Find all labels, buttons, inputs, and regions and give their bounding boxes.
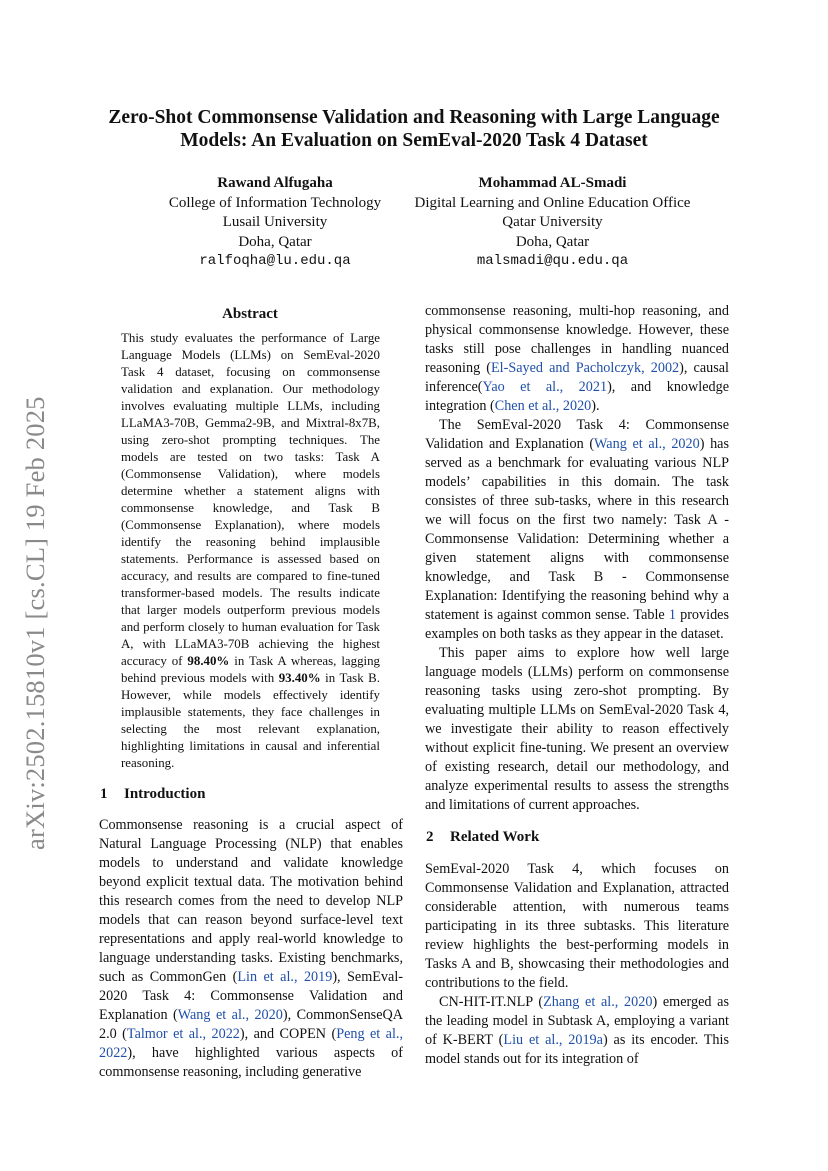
paper-title [90,106,738,152]
author-location: Doha, Qatar [238,233,312,250]
citation-link[interactable]: Wang et al., 2020 [594,436,700,452]
author-location: Doha, Qatar [515,233,590,250]
intro-paragraph-2: The SemEval-2020 Task 4: Commonsense Validation and Explanation (Wang et al., 2020) has served as a benchmark for evaluating various NLP models’ capabilities in this domain. The task consistes of three sub-tasks, where in this research we will focus on the first two namely: Task A - Commonsense Validation: Determining whether a given statement aligns with commonsense knowledge, and Task B - Commonsense Explanation: Identifying the reasoning behind why a statement is against common sense. Table 1 provides examples on both tasks as they appear in the dataset. [425,417,729,642]
citation-link[interactable]: Wang et al., 2020 [177,1007,283,1023]
author-block-1 [150,174,400,272]
author-block-2 [395,174,710,272]
author-email[interactable]: ralfoqha@lu.edu.qa [199,253,351,270]
citation-link[interactable]: Lin et al., 2019 [237,969,333,985]
citation-link[interactable]: Peng et al., 2022 [99,1026,403,1061]
title-line-1: Zero-Shot Commonsense Validation and Reasoning with Large Language [108,107,720,128]
abstract-heading: Abstract [222,306,278,322]
author-affiliation: Digital Learning and Online Education Office [414,194,691,211]
intro-paragraph-1-continued: commonsense reasoning, multi-hop reasoning, and physical commonsense knowledge. However, these tasks still pose challenges in handling nuanced reasoning (El-Sayed and Pacholczyk, 2002), causal inference(Yao et al., 2021), and knowledge integration (Chen et al., 2020). [425,303,729,414]
intro-paragraph-1: Commonsense reasoning is a crucial aspect of Natural Language Processing (NLP) that enables models to understand and validate knowledge beyond explicit textual data. The motivation behind this research comes from the need to develop NLP models that can reason beyond surface-level text representations and apply real-world knowledge to language understanding tasks. Existing benchmarks, such as CommonGen (Lin et al., 2019), SemEval-2020 Task 4: Commonsense Validation and Explanation (Wang et al., 2020), CommonSenseQA 2.0 (Talmor et al., 2022), and COPEN (Peng et al., 2022), have highlighted various aspects of commonsense reasoning, including generative [99,817,403,1080]
citation-link[interactable]: Yao et al., 2021 [482,379,608,395]
introduction-column-right [425,302,729,815]
title-line-2: Models: An Evaluation on SemEval-2020 Task 4 Dataset [180,130,648,151]
citation-link[interactable]: Talmor et al., 2022 [126,1026,240,1042]
accuracy-task-a: 98.40% [187,654,230,668]
author-name: Mohammad AL-Smadi [478,175,627,191]
related-paragraph-2: CN-HIT-IT.NLP (Zhang et al., 2020) emerged as the leading model in Subtask A, employing a variant of K-BERT (Liu et al., 2019a) as its encoder. This model stands out for its integration of [425,994,729,1067]
citation-link[interactable]: Zhang et al., 2020 [543,994,653,1010]
related-work-body [425,860,729,1069]
author-affiliation: College of Information Technology [168,194,382,211]
citation-link[interactable]: Chen et al., 2020 [494,398,592,414]
table-reference-link[interactable]: 1 [668,607,676,623]
section-heading-related-work: 2 Related Work [426,829,540,845]
intro-paragraph-3: This paper aims to explore how well large language models (LLMs) perform on commonsense reasoning tasks using zero-shot prompting. By evaluating multiple LLMs on SemEval-2020 Task 4, we investigate their ability to reason effectively without explicit fine-tuning. We present an overview of existing research, detail our methodology, and analyze experimental results to assess the strengths and limitations of current approaches. [425,645,729,813]
citation-link[interactable]: Liu et al., 2019a [503,1032,603,1048]
section-heading-introduction: 1 Introduction [100,786,206,802]
citation-link[interactable]: El-Sayed and Pacholczyk, 2002 [491,360,680,376]
accuracy-task-b: 93.40% [278,671,321,685]
abstract-body: This study evaluates the performance of Large Language Models (LLMs) on SemEval-2020 Task 4 dataset, focusing on commonsense validation and explanation. Our methodology involves evaluating multiple LLMs, including LLaMA3-70B, Gemma2-9B, and Mixtral-8x7B, using zero-shot prompting techniques. The models are tested on two tasks: Task A (Commonsense Validation), where models determine whether a statement aligns with commonsense knowledge, and Task B (Commonsense Explanation), where models identify the reasoning behind implausible statements. Performance is assessed based on accuracy, and results are compared to fine-tuned transformer-based models. The results indicate that larger models outperform previous models and perform closely to human evaluation for Task A, with LLaMA3-70B achieving the highest accuracy of 98.40% in Task A whereas, lagging behind previous models with 93.40% in Task B. However, while models effectively identify implausible statements, they face challenges in selecting the most relevant explanation, highlighting limitations in causal and inferential reasoning. [121,331,380,770]
arxiv-identifier[interactable]: arXiv:2502.15810v1 [cs.CL] 19 Feb 2025 [20,396,50,850]
author-name: Rawand Alfugaha [217,175,333,191]
author-email[interactable]: malsmadi@qu.edu.qa [476,253,629,270]
introduction-column-left [99,816,403,1082]
author-institution: Qatar University [502,214,603,231]
related-paragraph-1: SemEval-2020 Task 4, which focuses on Commonsense Validation and Explanation, attracted considerable attention, with numerous teams participating in its three subtasks. This literature review highlights the best-performing models in Tasks A and B, showcasing their methodologies and contributions to the field. [425,861,729,991]
author-institution: Lusail University [222,214,328,231]
